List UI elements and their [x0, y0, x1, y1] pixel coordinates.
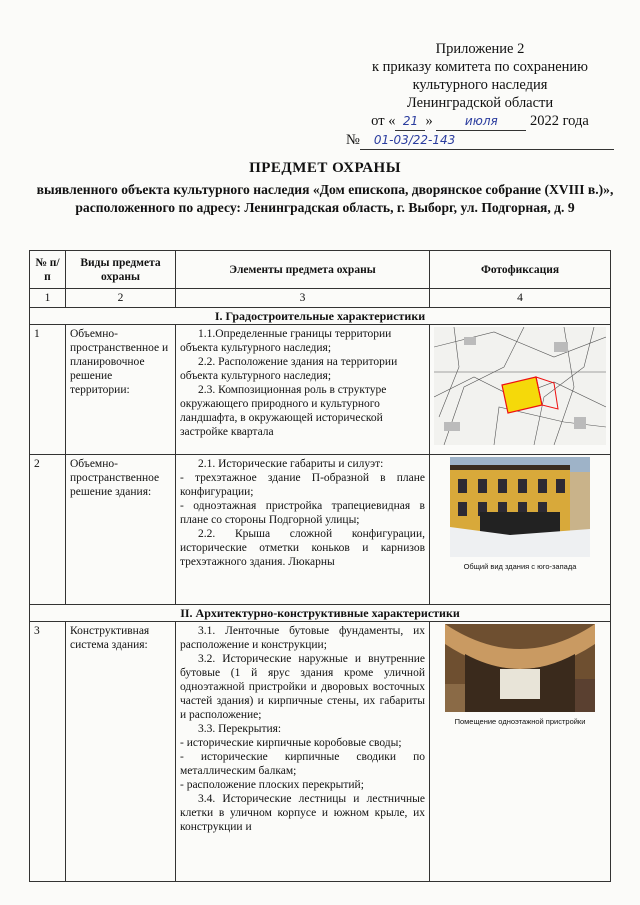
document-subtitle: выявленного объекта культурного наследия «Дом епископа, дворянское собрание (XVIII в.)», расположенного по адресу: Ленинградская область, г. Выборг, ул. Подгорная, д. 9 — [36, 182, 614, 215]
order-number — [330, 131, 630, 150]
row-num: 2 — [30, 455, 66, 605]
col-number-3: 3 — [176, 289, 430, 308]
number-prefix: № — [346, 132, 360, 148]
row-elements — [176, 455, 430, 605]
committee-line: культурного наследия — [412, 77, 548, 93]
site-map-image — [434, 327, 606, 445]
col-number-1: 1 — [30, 289, 66, 308]
element-item: 2.2. Крыша сложной конфигурации, исторические отметки коньков и карнизов трехэтажного здания. Люкарны — [180, 528, 425, 568]
section-heading-2: II. Архитектурно-конструктивные характеристики — [30, 605, 611, 622]
handwritten-day: 21 — [402, 114, 419, 128]
element-item: 3.3. Перекрытия: — [198, 723, 282, 735]
order-date — [330, 112, 630, 131]
element-item: 1.1.Определенные границы территории объекта культурного наследия; — [180, 328, 392, 354]
appendix-header — [330, 40, 630, 150]
document-title: ПРЕДМЕТ ОХРАНЫ — [249, 160, 401, 176]
date-mid: » — [425, 113, 433, 129]
header-elements: Элементы предмета охраны — [176, 251, 430, 289]
header-num: № п/п — [30, 251, 66, 289]
appendix-title: Приложение 2 — [435, 41, 525, 57]
row-elements — [176, 622, 430, 882]
region-line: Ленинградской области — [406, 95, 554, 111]
photo-cell — [430, 325, 611, 455]
row-num: 1 — [30, 325, 66, 455]
date-year: 2022 года — [529, 113, 589, 129]
row-num: 3 — [30, 622, 66, 882]
element-item: 2.2. Расположение здания на территории объекта культурного наследия; — [180, 356, 398, 382]
interior-photo — [445, 624, 595, 712]
protection-subject-table — [29, 250, 611, 882]
col-number-2: 2 — [66, 289, 176, 308]
header-kind: Виды предмета охраны — [66, 251, 176, 289]
element-item: - исторические кирпичные коробовые своды; — [180, 737, 402, 749]
photo-caption: Помещение одноэтажной пристройки — [454, 717, 586, 726]
element-item: 2.1. Исторические габариты и силуэт: — [198, 458, 384, 470]
row-kind: Объемно-пространственное решение здания: — [66, 455, 176, 605]
element-item: - трехэтажное здание П-образной в плане конфигурации; — [180, 472, 425, 498]
photo-cell — [430, 455, 611, 605]
building-photo — [450, 457, 590, 557]
element-item: 3.2. Исторические наружные и внутренние бутовые (1 й ярус здания кроме уличной одноэтажной пристройки и дворовых восточных частей здания) и кирпичные стены, их габариты и расположение; — [180, 653, 425, 721]
element-item: - одноэтажная пристройка трапециевидная в плане со стороны Подгорной улицы; — [180, 500, 425, 526]
date-prefix: от « — [371, 113, 396, 129]
element-item: - исторические кирпичные сводики по металлическим балкам; — [180, 751, 425, 777]
row-kind: Конструктивная система здания: — [66, 622, 176, 882]
row-kind: Объемно-пространственное и планировочное решение территории: — [66, 325, 176, 455]
element-item: 3.4. Исторические лестницы и лестничные клетки в уличном корпусе и южном крыле, их конструкции и — [180, 793, 425, 833]
photo-cell — [430, 622, 611, 882]
section-heading-1: I. Градостроительные характеристики — [30, 308, 611, 325]
header-photo: Фотофиксация — [430, 251, 611, 289]
row-elements — [176, 325, 430, 455]
element-item: - расположение плоских перекрытий; — [180, 779, 364, 791]
handwritten-month: июля — [464, 114, 498, 128]
order-reference: к приказу комитета по сохранению — [371, 59, 588, 75]
handwritten-number: 01-03/22-143 — [373, 133, 456, 147]
photo-caption: Общий вид здания с юго-запада — [463, 562, 577, 571]
element-item: 2.3. Композиционная роль в структуре окружающего природного и культурного ландшафта, в окружающей исторической застройке квартала — [180, 384, 387, 438]
col-number-4: 4 — [430, 289, 611, 308]
element-item: 3.1. Ленточные бутовые фундаменты, их расположение и конструкции; — [180, 625, 425, 651]
